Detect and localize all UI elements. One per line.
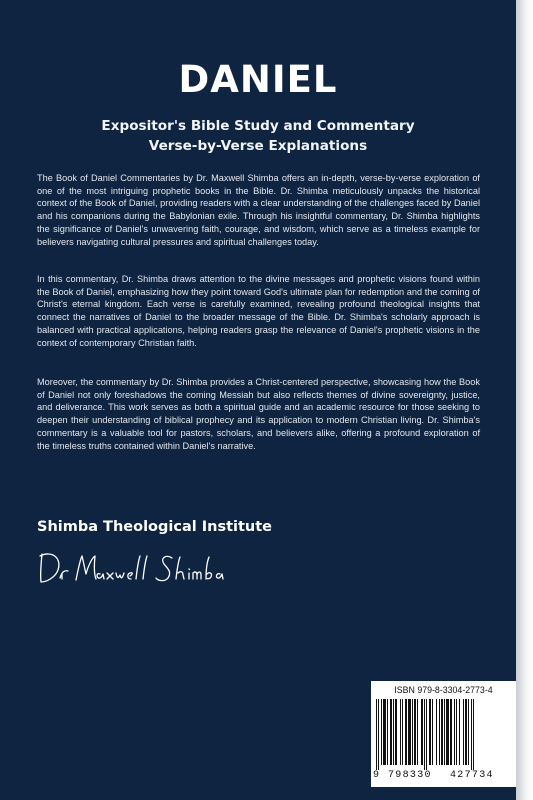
barcode-bar — [381, 699, 382, 765]
barcode-bar — [436, 699, 437, 765]
barcode-bar — [439, 699, 440, 765]
barcode-bar — [400, 699, 401, 765]
barcode-bar — [456, 699, 457, 765]
barcode-digits-left: 798330 — [388, 770, 432, 781]
barcode-bar — [376, 699, 377, 771]
barcode-bar — [429, 699, 431, 765]
barcode-bar — [383, 699, 386, 765]
barcode-digits-right: 427734 — [450, 770, 494, 781]
barcode-bar — [408, 699, 411, 765]
barcode-bar — [446, 699, 449, 765]
isbn-label: ISBN 979-8-3304-2773-4 — [394, 685, 493, 695]
publisher-name: Shimba Theological Institute — [37, 519, 273, 535]
barcode-bar — [471, 699, 472, 771]
barcode-bar — [465, 699, 467, 765]
barcode-bars — [374, 699, 513, 771]
book-title: DANIEL — [178, 58, 338, 101]
description-paragraph-3: Moreover, the commentary by Dr. Shimba provides a Christ-centered perspective, showcasing how the Book of Daniel not only foreshadows the coming Messiah but also reflects themes of divine sovereignty, justice, and deliverance. This work serves as both a spiritual guide and an academic resource for those seeking to deepen their understanding of biblical prophecy and its application to modern Christian living. Dr. Shimba's commentary is a valuable tool for pastors, scholars, and believers alike, offering a profound exploration of the timeless truths contained within Daniel's narrative. — [37, 377, 480, 451]
barcode-bar — [441, 699, 443, 765]
barcode-bar — [454, 699, 455, 765]
barcode-bar — [378, 699, 379, 771]
barcode-bar — [459, 699, 460, 765]
page-edge — [516, 0, 533, 800]
barcode-bar — [405, 699, 407, 765]
barcode-bar — [414, 699, 416, 765]
barcode-bar — [387, 699, 388, 765]
barcode-digit-first: 9 — [373, 770, 381, 781]
barcode-bar — [421, 699, 423, 765]
isbn-barcode — [371, 681, 516, 787]
barcode-bar — [432, 699, 433, 765]
barcode-bar — [412, 699, 413, 765]
author-signature — [38, 548, 228, 590]
barcode-bar — [473, 699, 474, 771]
barcode-bar — [468, 699, 469, 765]
subtitle-line-1: Expositor's Bible Study and Commentary — [101, 118, 415, 134]
barcode-bar — [393, 699, 394, 765]
barcode-bar — [395, 699, 397, 765]
barcode-bar — [444, 699, 445, 765]
barcode-bar — [402, 699, 403, 765]
barcode-bar — [450, 699, 452, 765]
barcode-bar — [424, 699, 425, 771]
description-paragraph-2: In this commentary, Dr. Shimba draws attention to the divine messages and prophetic visions found within the Book of Daniel, emphasizing how they point toward God's ultimate plan for redemption and the coming of Christ's eternal kingdom. Each verse is carefully examined, revealing profound theological insights that connect the narratives of Daniel to the broader message of the Bible. Dr. Shimba's scholarly approach is balanced with practical applications, helping readers grasp the relevance of Daniel's prophetic visions in the context of contemporary Christian faith. — [37, 274, 480, 348]
subtitle-line-2: Verse-by-Verse Explanations — [148, 138, 368, 154]
description-paragraph-1: The Book of Daniel Commentaries by Dr. Maxwell Shimba offers an in-depth, verse-by-verse exploration of one of the most intriguing prophetic books in the Bible. Dr. Shimba meticulously unpacks the historical context of the Book of Daniel, providing readers with a clear understanding of the challenges faced by Daniel and his companions during the Babylonian exile. Through his insightful commentary, Dr. Shimba highlights the significance of Daniel's unwavering faith, courage, and wisdom, which serve as a timeless example for believers navigating cultural pressures and spiritual challenges today. — [37, 173, 480, 247]
barcode-bar — [426, 699, 427, 771]
barcode-bar — [417, 699, 418, 765]
barcode-bar — [390, 699, 392, 765]
barcode-bar — [463, 699, 464, 765]
